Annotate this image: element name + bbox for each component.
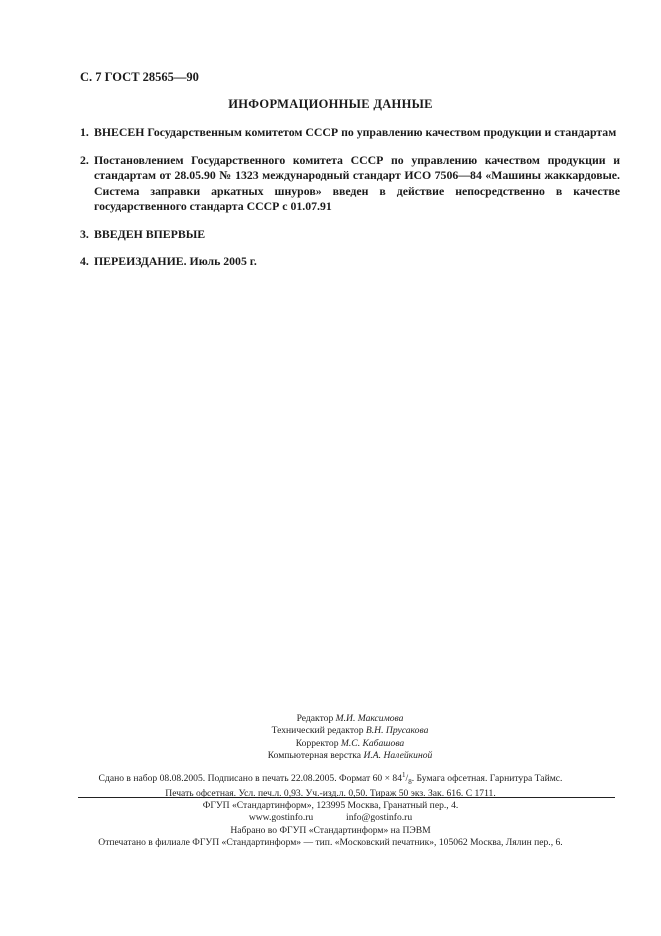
publisher-contacts <box>0 812 661 824</box>
printed-at-info: Отпечатано в филиале ФГУП «Стандартинформ» — тип. «Московский печатник», 105062 Москва, Лялин пер., 6. <box>98 837 563 849</box>
typeset-info: Набрано во ФГУП «Стандартинформ» на ПЭВМ <box>230 824 431 836</box>
item-number: 1. <box>80 125 89 139</box>
staff-role: Корректор <box>295 737 339 749</box>
staff-name: В.Н. Прусакова <box>365 725 429 737</box>
item-number: 2. <box>80 152 89 167</box>
info-item <box>80 153 620 215</box>
item-text: ПЕРЕИЗДАНИЕ. Июль 2005 г. <box>94 254 257 268</box>
staff-row <box>200 738 500 750</box>
divider-rule <box>78 797 615 798</box>
item-number: 4. <box>80 254 89 268</box>
staff-row <box>200 725 500 737</box>
item-text: ВВЕДЕН ВПЕРВЫЕ <box>94 226 206 241</box>
staff-role: Компьютерная верстка <box>267 750 362 762</box>
staff-name: И.А. Налейкиной <box>363 750 433 762</box>
info-item <box>80 227 620 243</box>
publisher-info <box>0 800 661 850</box>
item-text: Постановлением Государственного комитета СССР по управлению качеством продукции и стандартам от 28.05.90 № 1323 международный стандарт ИСО 7506—84 «Машины жаккардовые. Система заправки аркатных шнуров» введен в действие непосредственно в качестве государственного стандарта СССР с 01.07.91 <box>94 152 620 213</box>
staff-name: М.С. Кабашова <box>340 737 405 749</box>
staff-row <box>200 713 500 725</box>
info-items-list <box>80 125 620 282</box>
item-text: ВНЕСЕН Государственным комитетом СССР по управлению качеством продукции и стандартам <box>94 125 617 139</box>
info-item <box>80 125 620 141</box>
staff-role: Редактор <box>296 713 334 724</box>
staff-row <box>200 750 500 762</box>
publisher-site: www.gostinfo.ru <box>248 812 314 824</box>
staff-role: Технический редактор <box>271 725 364 737</box>
section-title: ИНФОРМАЦИОННЫЕ ДАННЫЕ <box>228 97 433 111</box>
publisher-address: ФГУП «Стандартинформ», 123995 Москва, Гранатный пер., 4. <box>202 800 459 811</box>
info-item <box>80 254 620 270</box>
publisher-email: info@gostinfo.ru <box>346 812 413 824</box>
staff-name: М.И. Максимова <box>335 713 404 724</box>
print-info-line1: Сдано в набор 08.08.2005. Подписано в печать 22.08.2005. Формат $60 \times 84^1/_8$. Бумага офсетная. Гарнитура Таймс. <box>98 771 563 786</box>
staff-credits <box>200 713 500 763</box>
print-info-line2: Печать офсетная. Усл. печ.л. 0,93. Уч.-изд.л. 0,50. Тираж 50 экз. Зак. 616. С 1711. <box>165 788 496 800</box>
print-info <box>0 769 661 801</box>
page-header: С. 7 ГОСТ 28565—90 <box>80 70 199 84</box>
item-number: 3. <box>80 226 89 241</box>
